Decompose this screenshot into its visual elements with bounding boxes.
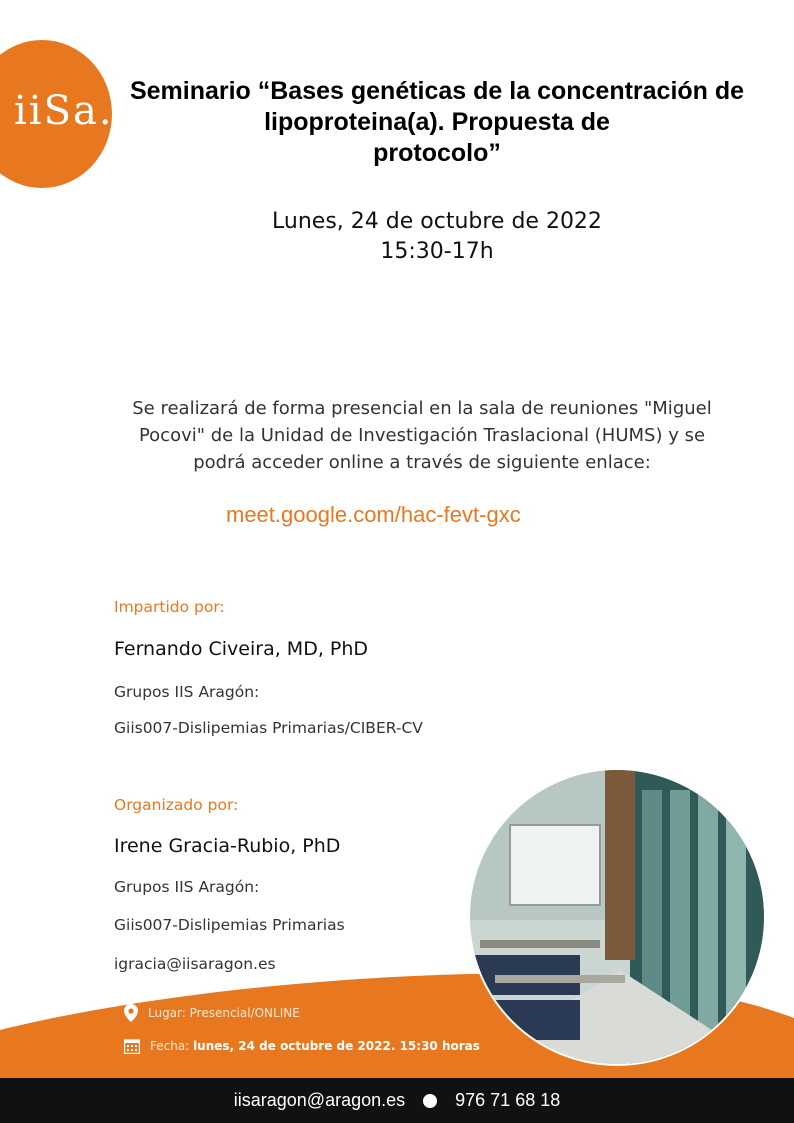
title-line-3: protocolo” xyxy=(373,139,501,167)
event-time: 15:30-17h xyxy=(380,239,494,264)
description-line-1: Se realizará de forma presencial en la sala de reuniones "Miguel xyxy=(132,398,712,419)
footer-phone[interactable]: 976 71 68 18 xyxy=(455,1090,561,1110)
organizer-email[interactable]: igracia@iisaragon.es xyxy=(114,955,276,973)
place-info xyxy=(124,1004,300,1022)
separator-dot-icon xyxy=(423,1094,437,1108)
place-text: Lugar: Presencial/ONLINE xyxy=(148,1006,300,1020)
speaker-group: Giis007-Dislipemias Primarias/CIBER-CV xyxy=(114,719,423,737)
description-line-3: podrá acceder online a través de siguiente enlace: xyxy=(193,452,651,473)
footer xyxy=(0,1078,794,1123)
description-line-2: Pocovi" de la Unidad de Investigación Traslacional (HUMS) y se xyxy=(138,425,706,446)
logo: iiSa. xyxy=(14,88,114,134)
date-prefix: Fecha: xyxy=(150,1039,190,1053)
date-value: lunes, 24 de octubre de 2022. 15:30 horas xyxy=(193,1039,480,1053)
schedule xyxy=(240,207,634,267)
meet-link[interactable]: meet.google.com/hac-fevt-gxc xyxy=(226,502,521,527)
event-date: Lunes, 24 de octubre de 2022 xyxy=(272,209,602,234)
classroom-photo xyxy=(468,768,766,1066)
organizer-label: Organizado por: xyxy=(114,796,239,814)
calendar-icon xyxy=(124,1038,140,1054)
location-pin-icon xyxy=(124,1004,138,1022)
date-info xyxy=(124,1038,480,1054)
organizer-name: Irene Gracia-Rubio, PhD xyxy=(114,835,341,857)
footer-email[interactable]: iisaragon@aragon.es xyxy=(233,1090,406,1110)
description xyxy=(100,395,744,476)
title-line-1: Seminario “Bases genéticas de la concentración de xyxy=(129,77,745,105)
organizer-group: Giis007-Dislipemias Primarias xyxy=(114,916,345,934)
speaker-name: Fernando Civeira, MD, PhD xyxy=(114,638,369,660)
organizer-group-label: Grupos IIS Aragón: xyxy=(114,878,260,896)
page-title xyxy=(100,76,774,169)
title-line-2: lipoproteina(a). Propuesta de xyxy=(264,108,610,136)
speaker-label: Impartido por: xyxy=(114,598,225,616)
speaker-group-label: Grupos IIS Aragón: xyxy=(114,683,260,701)
